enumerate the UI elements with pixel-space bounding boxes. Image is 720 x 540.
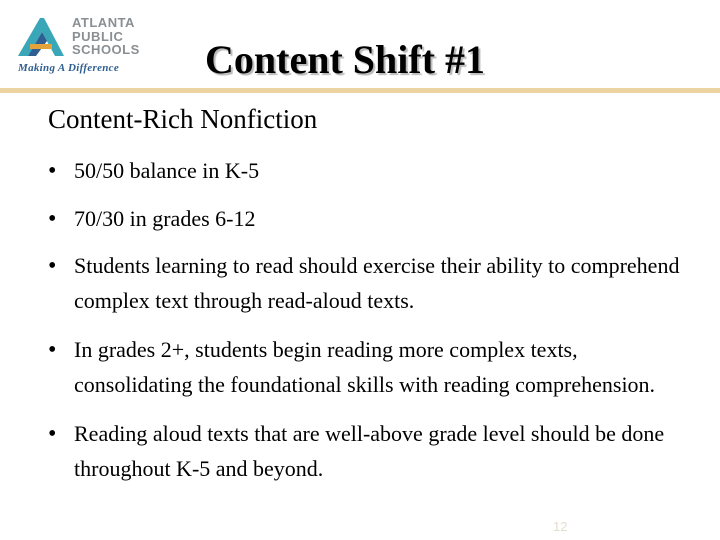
atlanta-public-schools-logo <box>14 14 149 76</box>
bullet-marker: • <box>48 158 57 184</box>
slide-subtitle: Content-Rich Nonfiction <box>48 104 318 134</box>
logo-tagline: Making A Difference <box>18 62 120 74</box>
slide-title: Content Shift #1 <box>205 37 486 82</box>
slide-number: 12 <box>553 519 568 534</box>
bullet-item <box>48 417 688 486</box>
header-divider <box>0 88 720 93</box>
logo-name-line-3: SCHOOLS <box>72 42 140 57</box>
bullet-item <box>48 154 688 189</box>
bullet-text: Reading aloud texts that are well-above grade level should be done throughout K-5 and beyond. <box>74 421 665 481</box>
logo-name <box>72 16 140 57</box>
logo-name-line-2: PUBLIC <box>72 28 124 44</box>
bullet-text: In grades 2+, students begin reading more complex texts, consolidating the foundational skills with reading comprehension. <box>74 337 656 397</box>
bullet-text: Students learning to read should exercise their ability to comprehend complex text through read-aloud texts. <box>74 253 680 313</box>
logo-name-line-1: ATLANTA <box>72 15 135 30</box>
bullet-item <box>48 249 688 318</box>
bullet-marker: • <box>48 205 57 232</box>
bullet-marker: • <box>48 337 57 363</box>
letter-a-logo-icon <box>14 14 66 60</box>
bullet-marker: • <box>48 421 57 447</box>
bullet-list <box>48 154 688 486</box>
bullet-text: 70/30 in grades 6-12 <box>74 205 256 231</box>
bullet-item <box>48 202 688 237</box>
bullet-item <box>48 333 688 402</box>
bullet-text: 50/50 balance in K-5 <box>74 158 260 183</box>
bullet-marker: • <box>48 253 57 279</box>
